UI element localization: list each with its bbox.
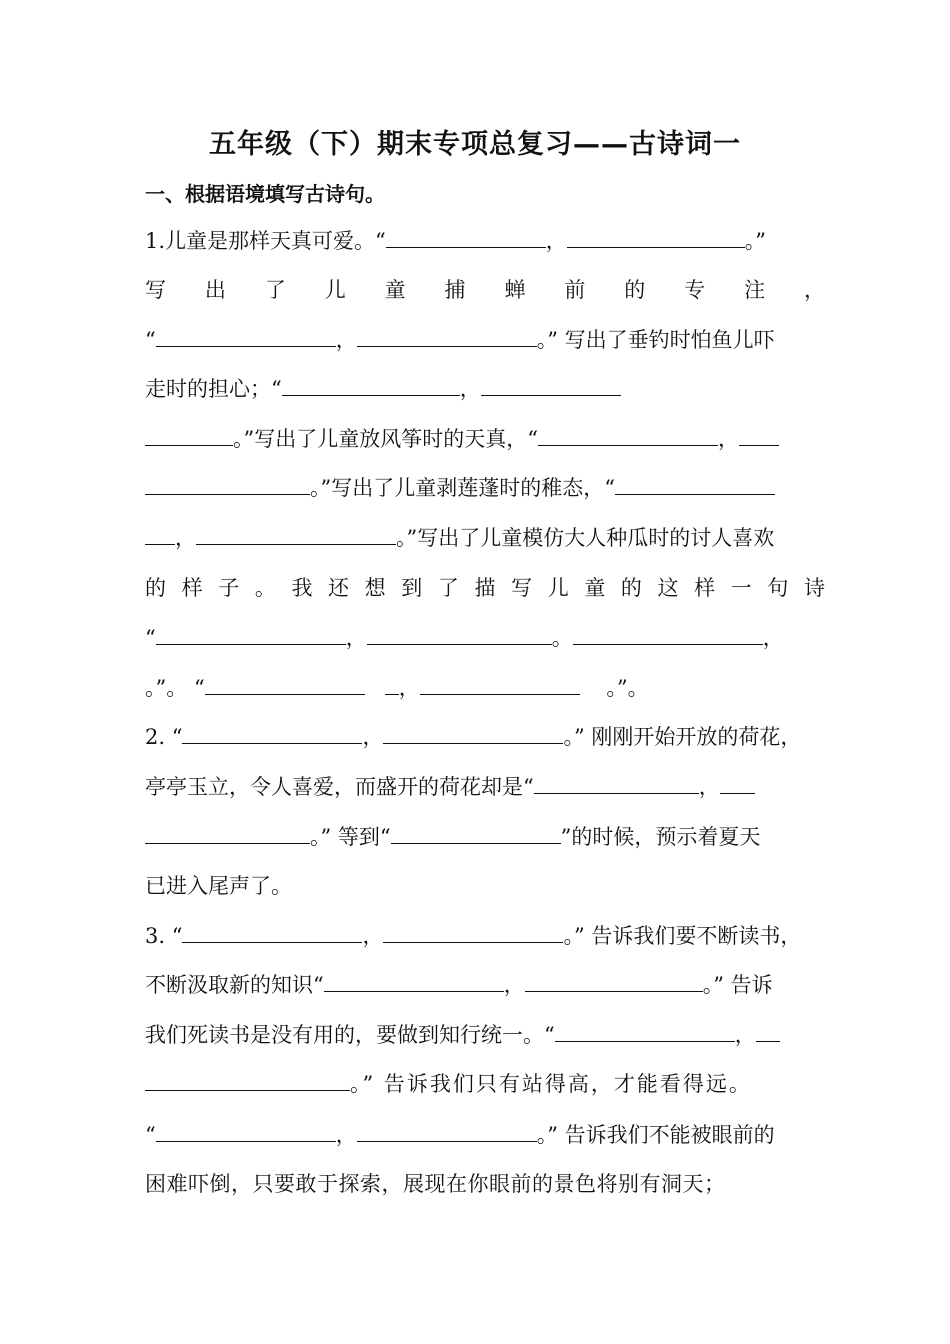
q3-line-6: 困难吓倒，只要敢于探索，展现在你眼前的景色将别有洞天； xyxy=(145,1172,726,1196)
q2-text: 。” 等到“ xyxy=(310,825,391,849)
spread-char: 子 xyxy=(218,576,240,600)
punct: 。”。 xyxy=(145,676,188,700)
spread-char: 这 xyxy=(657,576,679,600)
q2-line-3 xyxy=(145,822,825,852)
answer-blank[interactable] xyxy=(156,624,346,645)
answer-blank[interactable] xyxy=(145,524,175,545)
spread-char: 捕 xyxy=(444,278,466,302)
spread-char: 儿 xyxy=(547,576,569,600)
q2-text: ”的时候，预示着夏天 xyxy=(560,825,761,849)
q3-line-3 xyxy=(145,1020,825,1050)
q2-line-4: 已进入尾声了。 xyxy=(145,874,292,898)
answer-blank[interactable] xyxy=(420,674,580,695)
answer-blank[interactable] xyxy=(182,723,362,744)
q1-line-7 xyxy=(145,523,825,553)
answer-blank[interactable] xyxy=(555,1021,735,1042)
answer-blank[interactable] xyxy=(156,326,336,347)
q1-text: 走时的担心；“ xyxy=(145,377,282,401)
q3-line-4 xyxy=(145,1069,825,1099)
q3-line-5 xyxy=(145,1120,825,1150)
punct: ， xyxy=(545,229,567,253)
spread-char: ， xyxy=(803,278,825,302)
q3-text: 。” 告诉我们不能被眼前的 xyxy=(536,1123,775,1147)
spread-char: 儿 xyxy=(324,278,346,302)
q1-prompt-text: 1.儿童是那样天真可爱。“ xyxy=(145,229,386,253)
spread-char: 一 xyxy=(730,576,752,600)
q2-line-2 xyxy=(145,772,825,802)
answer-blank[interactable] xyxy=(720,773,755,794)
answer-blank[interactable] xyxy=(367,624,552,645)
punct: ， xyxy=(362,924,384,948)
answer-blank[interactable] xyxy=(182,922,362,943)
answer-blank[interactable] xyxy=(383,922,563,943)
answer-blank[interactable] xyxy=(385,674,399,695)
punct: ， xyxy=(698,775,720,799)
q3-line-1 xyxy=(145,921,825,951)
punct: “ xyxy=(145,1123,156,1147)
spread-char: 注 xyxy=(744,278,766,302)
answer-blank[interactable] xyxy=(525,971,703,992)
answer-blank[interactable] xyxy=(357,1121,537,1142)
q1-text: 。”写出了儿童剥莲蓬时的稚态，“ xyxy=(310,476,615,500)
q1-line-2 xyxy=(145,275,825,305)
punct: ， xyxy=(503,973,525,997)
answer-blank[interactable] xyxy=(196,524,396,545)
answer-blank[interactable] xyxy=(756,1021,780,1042)
punct: ， xyxy=(459,377,481,401)
spread-char: 想 xyxy=(364,576,386,600)
q1-line-3 xyxy=(145,325,825,355)
answer-blank[interactable] xyxy=(538,425,718,446)
answer-blank[interactable] xyxy=(739,425,779,446)
q3-text: 。” 告诉 xyxy=(702,973,773,997)
answer-blank[interactable] xyxy=(156,1121,336,1142)
answer-blank[interactable] xyxy=(481,375,621,396)
q3-text: 我们死读书是没有用的，要做到知行统一。“ xyxy=(145,1023,555,1047)
answer-blank[interactable] xyxy=(282,375,460,396)
punct: ， xyxy=(345,626,367,650)
q2-line-1 xyxy=(145,722,825,752)
section-heading: 一、根据语境填写古诗句。 xyxy=(145,182,385,206)
punct: ， xyxy=(762,626,784,650)
punct: “ xyxy=(193,676,205,700)
punct: “ xyxy=(145,328,156,352)
punct: ， xyxy=(398,676,420,700)
answer-blank[interactable] xyxy=(205,674,365,695)
punct: ， xyxy=(734,1023,756,1047)
q3-text: 。” 告诉我们只有站得高，才能看得远。 xyxy=(350,1072,752,1096)
q1-line-4 xyxy=(145,374,825,404)
spread-char: 句 xyxy=(767,576,789,600)
spread-char: 写 xyxy=(145,278,166,302)
spread-char: 描 xyxy=(474,576,496,600)
q3-text: 不断汲取新的知识“ xyxy=(145,973,324,997)
spread-char: 的 xyxy=(145,576,166,600)
q1-line-5 xyxy=(145,424,825,454)
q1-text: 。”写出了儿童模仿大人种瓜时的讨人喜欢 xyxy=(396,526,775,550)
answer-blank[interactable] xyxy=(145,1070,350,1091)
answer-blank[interactable] xyxy=(534,773,699,794)
punct: ， xyxy=(362,725,384,749)
spread-char: 写 xyxy=(511,576,533,600)
punct: 。”。 xyxy=(606,676,649,700)
spread-char: 的 xyxy=(624,278,646,302)
answer-blank[interactable] xyxy=(145,474,310,495)
spread-char: 前 xyxy=(564,278,586,302)
answer-blank[interactable] xyxy=(573,624,763,645)
spread-char: 童 xyxy=(584,576,606,600)
q1-text: 。”写出了儿童放风筝时的天真，“ xyxy=(233,427,538,451)
q1-text: 。” 写出了垂钓时怕鱼儿吓 xyxy=(536,328,775,352)
spread-char: 我 xyxy=(291,576,313,600)
spread-char: 专 xyxy=(684,278,706,302)
answer-blank[interactable] xyxy=(145,823,310,844)
q2-text: 亭亭玉立，令人喜爱，而盛开的荷花却是“ xyxy=(145,775,534,799)
spread-char: 样 xyxy=(181,576,203,600)
answer-blank[interactable] xyxy=(615,474,775,495)
answer-blank[interactable] xyxy=(145,425,233,446)
answer-blank[interactable] xyxy=(383,723,563,744)
spread-char: 了 xyxy=(264,278,286,302)
punct: ， xyxy=(335,328,357,352)
answer-blank[interactable] xyxy=(357,326,537,347)
punct: “ xyxy=(145,626,156,650)
q1-line-9 xyxy=(145,623,825,653)
spread-char: 童 xyxy=(384,278,406,302)
q1-line-8 xyxy=(145,573,825,603)
punct: 。” xyxy=(744,229,767,253)
punct: ， xyxy=(335,1123,357,1147)
answer-blank[interactable] xyxy=(391,823,561,844)
punct: 。 xyxy=(551,626,573,650)
answer-blank[interactable] xyxy=(324,971,504,992)
spread-char: 样 xyxy=(694,576,716,600)
spread-char: 蝉 xyxy=(504,278,526,302)
q3-text: 。” 告诉我们要不断读书， xyxy=(563,924,802,948)
answer-blank[interactable] xyxy=(386,227,546,248)
q2-prompt-text: 2. “ xyxy=(145,725,183,749)
q1-line-6 xyxy=(145,473,825,503)
q2-text: 。” 刚刚开始开放的荷花， xyxy=(563,725,802,749)
q3-prompt-text: 3. “ xyxy=(145,924,183,948)
q3-line-2 xyxy=(145,970,825,1000)
punct: ， xyxy=(175,526,196,550)
answer-blank[interactable] xyxy=(567,227,745,248)
worksheet-title: 五年级（下）期末专项总复习——古诗词一 xyxy=(209,129,741,160)
punct: ， xyxy=(717,427,739,451)
spread-char: 出 xyxy=(204,278,226,302)
spread-char: 。 xyxy=(254,576,276,600)
spread-char: 的 xyxy=(620,576,642,600)
spread-char: 还 xyxy=(328,576,350,600)
q1-line-1 xyxy=(145,226,825,256)
spread-char: 到 xyxy=(401,576,423,600)
q1-line-10 xyxy=(145,673,825,703)
spread-char: 诗 xyxy=(803,576,825,600)
spread-char: 了 xyxy=(437,576,459,600)
